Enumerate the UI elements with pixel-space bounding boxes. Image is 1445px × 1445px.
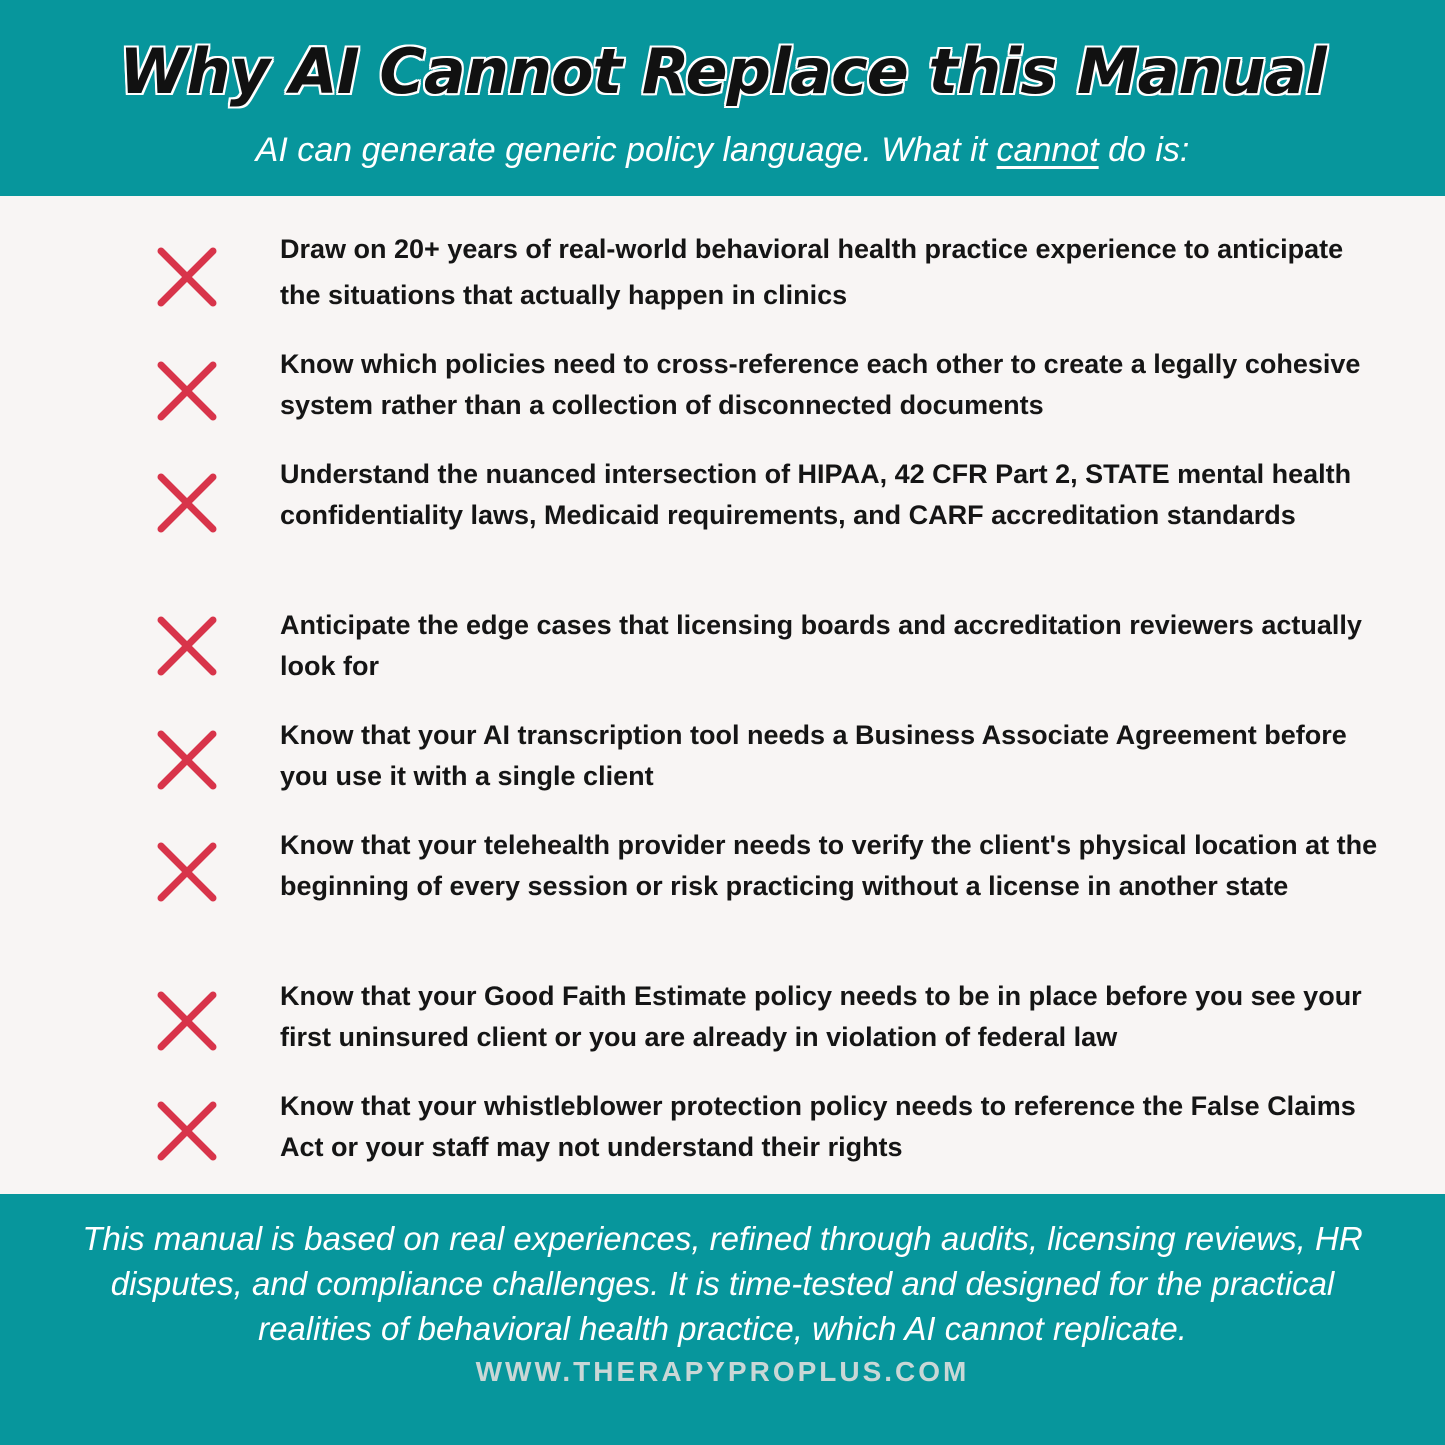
x-icon <box>156 841 218 903</box>
website-link[interactable]: WWW.THERAPYPROPLUS.COM <box>475 1356 970 1387</box>
x-icon <box>156 1100 218 1162</box>
page-title: Why AI Cannot Replace this Manual <box>119 35 1326 108</box>
subtitle-lead: AI can generate generic policy language. What it <box>255 131 997 169</box>
list-item-text: Draw on 20+ years of real-world behavioral health practice experience to anticipate the situations that actually happen in clinics <box>280 234 1344 310</box>
list-item-text: Know that your telehealth provider needs to verify the client's physical location at the beginning of every session or risk practicing without a license in another state <box>280 830 1378 901</box>
x-icon <box>156 729 218 791</box>
list-item-text: Understand the nuanced intersection of HIPAA, 42 CFR Part 2, STATE mental health confidentiality laws, Medicaid requirements, and CARF accreditation standards <box>280 459 1352 530</box>
x-icon <box>156 472 218 534</box>
subtitle-emphasis: cannot <box>996 131 1099 169</box>
x-icon <box>156 360 218 422</box>
list-item-text: Know that your whistleblower protection policy needs to reference the False Claims Act or your staff may not understand their rights <box>280 1091 1356 1162</box>
list-item-text: Know that your AI transcription tool needs a Business Associate Agreement before you use it with a single client <box>280 720 1347 791</box>
reasons-list <box>0 196 1445 1194</box>
footer-statement: This manual is based on real experiences, refined through audits, licensing reviews, HR disputes, and compliance challenges. It is time-tested and designed for the practical realities of behavioral health practice, which AI cannot replicate. <box>82 1220 1363 1347</box>
footer-banner <box>0 1194 1445 1445</box>
subtitle <box>0 128 1445 172</box>
x-icon <box>156 615 218 677</box>
x-icon <box>156 246 218 308</box>
list-item-text: Anticipate the edge cases that licensing boards and accreditation reviewers actually look for <box>280 610 1362 681</box>
subtitle-tail: do is: <box>1098 131 1190 169</box>
header-banner <box>0 0 1445 196</box>
list-item-text: Know which policies need to cross-reference each other to create a legally cohesive system rather than a collection of disconnected documents <box>280 349 1361 420</box>
x-icon <box>156 990 218 1052</box>
list-item-text: Know that your Good Faith Estimate policy needs to be in place before you see your first uninsured client or you are already in violation of federal law <box>280 981 1362 1052</box>
